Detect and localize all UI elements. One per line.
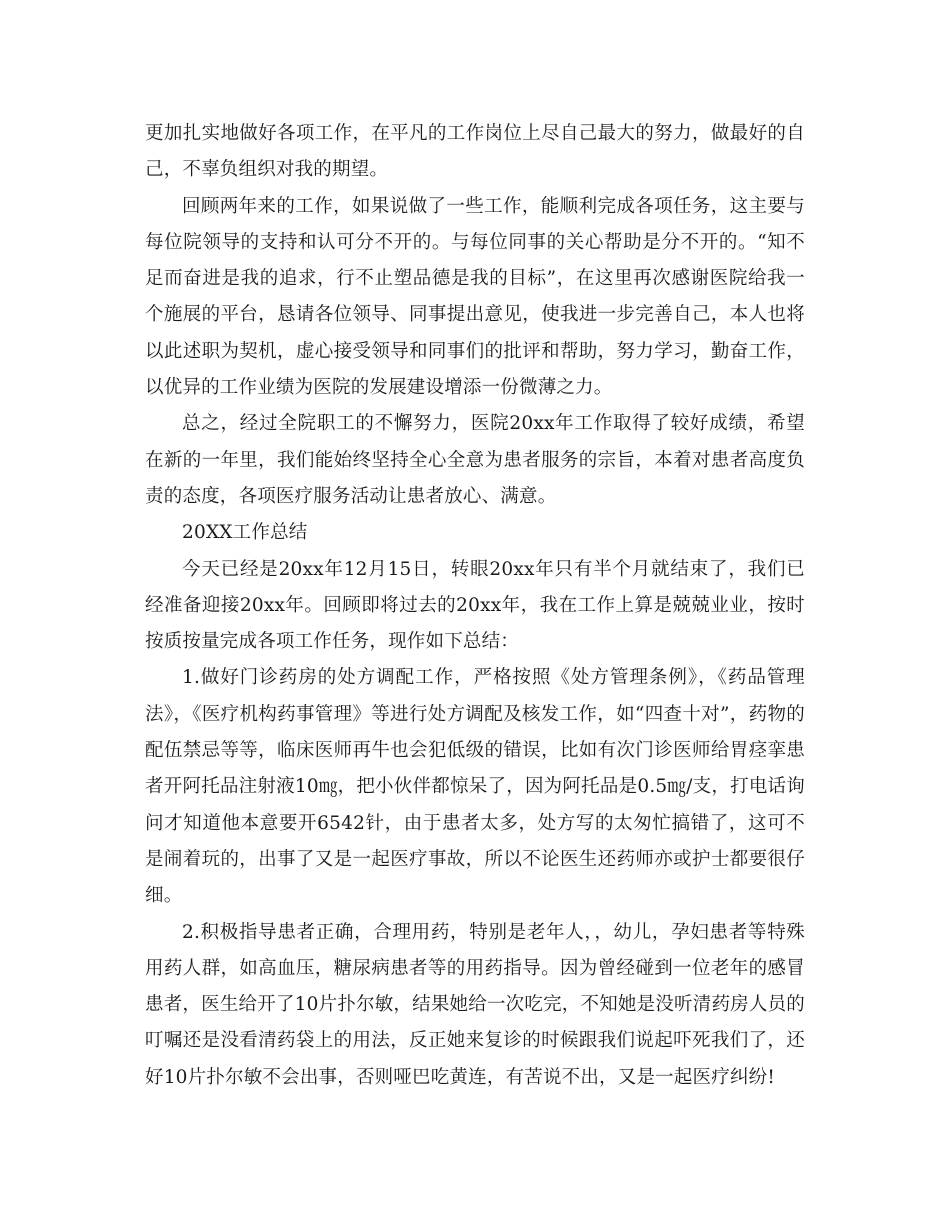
paragraph-3: 总之，经过全院职工的不懈努力，医院20xx年工作取得了较好成绩，希望在新的一年里，我们能始终坚持全心全意为患者服务的宗旨，本着对患者高度负责的态度，各项医疗服务活动让患者放心、满意。 (145, 413, 805, 507)
list-item-2: 2.积极指导患者正确，合理用药，特别是老年人，，幼儿，孕妇患者等特殊用药人群，如高血压，糖尿病患者等的用药指导。因为曾经碰到一位老年的感冒患者，医生给开了10片扑尔敏，结果她给一次吃完，不知她是没听清药房人员的叮嘱还是没看清药袋上的用法，反正她来复诊的时候跟我们说起吓死我们了，还好10片扑尔敏不会出事，否则哑巴吃黄连，有苦说不出，又是一起医疗纠纷! (145, 921, 805, 1088)
section-heading: 20XX工作总结 (182, 522, 308, 544)
paragraph-1: 更加扎实地做好各项工作，在平凡的工作岗位上尽自己最大的努力，做最好的自己，不辜负组织对我的期望。 (145, 123, 805, 181)
list-item-1: 1.做好门诊药房的处方调配工作，严格按照《处方管理条例》，《药品管理法》，《医疗机构药事管理》等进行处方调配及核发工作，如“四查十对”，药物的配伍禁忌等等，临床医师再牛也会犯低级的错误，比如有次门诊医师给胃痉挛患者开阿托品注射液10㎎，把小伙伴都惊呆了，因为阿托品是0.5㎎/支，打电话询问才知道他本意要开6542针，由于患者太多，处方写的太匆忙搞错了，这可不是闹着玩的，出事了又是一起医疗事故，所以不论医生还药师亦或护士都要很仔细。 (145, 667, 805, 907)
paragraph-4: 今天已经是20xx年12月15日，转眼20xx年只有半个月就结束了，我们已经准备迎接20xx年。回顾即将过去的20xx年，我在工作上算是兢兢业业，按时按质按量完成各项工作任务，现作如下总结： (145, 558, 805, 653)
paragraph-2: 回顾两年来的工作，如果说做了一些工作，能顺利完成各项任务，这主要与每位院领导的支持和认可分不开的。与每位同事的关心帮助是分不开的。“知不足而奋进是我的追求，行不止塑品德是我的目标”，在这里再次感谢医院给我一个施展的平台，恳请各位领导、同事提出意见，使我进一步完善自己，本人也将以此述职为契机，虚心接受领导和同事们的批评和帮助，努力学习，勤奋工作，以优异的工作业绩为医院的发展建设增添一份微薄之力。 (145, 195, 805, 399)
document-body (145, 116, 805, 1096)
